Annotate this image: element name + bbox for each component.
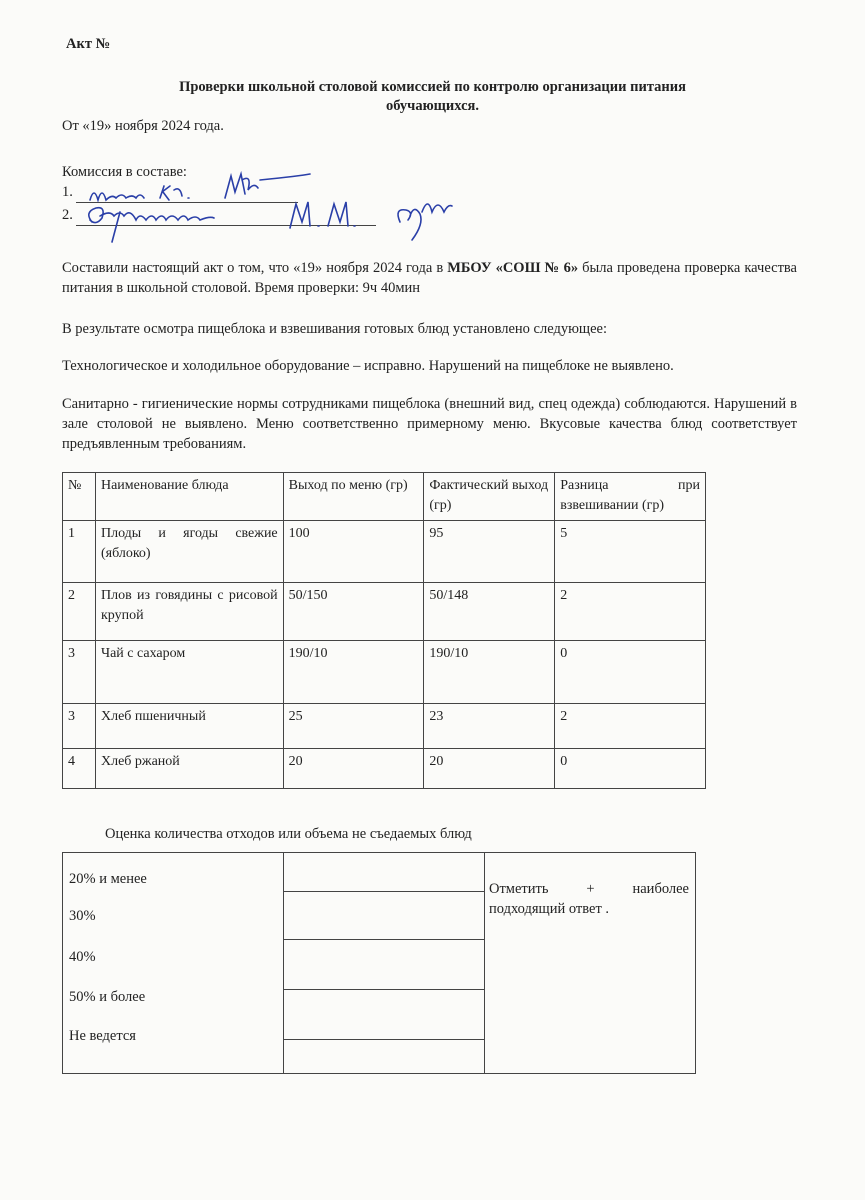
waste-option: Не ведется: [69, 1028, 136, 1044]
cell-menu-yield: 100: [283, 521, 424, 583]
cell-actual-yield: 50/148: [424, 583, 555, 641]
paragraph-inspection-result: В результате осмотра пищеблока и взвешивания готовых блюд установлено следующее:: [62, 321, 607, 337]
title-line-1: Проверки школьной столовой комиссией по контролю организации питания: [179, 79, 686, 95]
table-row: [63, 704, 706, 749]
member-1-number: 1.: [62, 184, 73, 200]
table-row: [63, 749, 706, 789]
cell-dish: Чай с сахаром: [95, 641, 283, 704]
statement-text-a: Составили настоящий акт о том, что «19» ноября 2024 года в: [62, 260, 448, 276]
table-row: [63, 641, 706, 704]
cell-number: 3: [63, 704, 96, 749]
cell-difference: 5: [555, 521, 706, 583]
mark-line: [284, 939, 484, 940]
table-row: [63, 583, 706, 641]
mark-line: [284, 989, 484, 990]
cell-difference: 2: [555, 704, 706, 749]
header-cell: Фактический выход (гр): [424, 473, 555, 521]
cell-difference: 0: [555, 641, 706, 704]
act-label: Акт №: [66, 36, 111, 52]
header-cell: Наименование блюда: [95, 473, 283, 521]
waste-title: Оценка количества отходов или объема не съедаемых блюд: [105, 826, 472, 842]
title-line-2: обучающихся.: [385, 98, 480, 114]
cell-dish: Плов из говядины с рисовой крупой: [95, 583, 283, 641]
cell-difference: 2: [555, 583, 706, 641]
cell-number: 1: [63, 521, 96, 583]
cell-number: 2: [63, 583, 96, 641]
cell-number: 4: [63, 749, 96, 789]
document-title: [60, 78, 805, 116]
header-cell: №: [63, 473, 96, 521]
header-cell: Разница при взвешивании (гр): [555, 473, 706, 521]
waste-mark-column: [283, 853, 485, 1073]
waste-option: 30%: [69, 908, 96, 924]
waste-note: Отметить + наиболее подходящий ответ .: [489, 881, 689, 917]
cell-dish: Плоды и ягоды свежие (яблоко): [95, 521, 283, 583]
cell-menu-yield: 25: [283, 704, 424, 749]
paragraph-act-statement: [62, 258, 797, 298]
weighing-table: [62, 472, 706, 789]
mark-line: [284, 1039, 484, 1040]
member-2-number: 2.: [62, 207, 73, 223]
cell-difference: 0: [555, 749, 706, 789]
handwritten-signatures: [70, 160, 490, 250]
cell-menu-yield: 50/150: [283, 583, 424, 641]
cell-actual-yield: 20: [424, 749, 555, 789]
paragraph-sanitary: Санитарно - гигиенические нормы сотрудниками пищеблока (внешний вид, спец одежда) соблюдаются. Нарушений в зале столовой не выявлено. Меню соответственно примерному меню. Вкусовые качества блюд соответствует предъявленным требованиям.: [62, 396, 797, 452]
paragraph-equipment: Технологическое и холодильное оборудование – исправно. Нарушений на пищеблоке не выявлено.: [62, 358, 674, 374]
cell-actual-yield: 95: [424, 521, 555, 583]
cell-menu-yield: 190/10: [283, 641, 424, 704]
waste-option: 40%: [69, 949, 96, 965]
mark-line: [284, 891, 484, 892]
table-row: [63, 521, 706, 583]
date-line: От «19» ноября 2024 года.: [62, 118, 224, 134]
table-header-row: [63, 473, 706, 521]
statement-text-b: была проведена проверка качества питания в школьной столовой. Время проверки: 9ч 40мин: [62, 260, 797, 296]
cell-dish: Хлеб ржаной: [95, 749, 283, 789]
waste-option: 50% и более: [69, 989, 146, 1005]
cell-menu-yield: 20: [283, 749, 424, 789]
header-cell: Выход по меню (гр): [283, 473, 424, 521]
cell-dish: Хлеб пшеничный: [95, 704, 283, 749]
school-name: МБОУ «СОШ № 6»: [447, 260, 579, 276]
cell-number: 3: [63, 641, 96, 704]
waste-option: 20% и менее: [69, 871, 147, 887]
waste-table: [62, 852, 696, 1074]
cell-actual-yield: 23: [424, 704, 555, 749]
commission-label: Комиссия в составе:: [62, 164, 187, 180]
cell-actual-yield: 190/10: [424, 641, 555, 704]
